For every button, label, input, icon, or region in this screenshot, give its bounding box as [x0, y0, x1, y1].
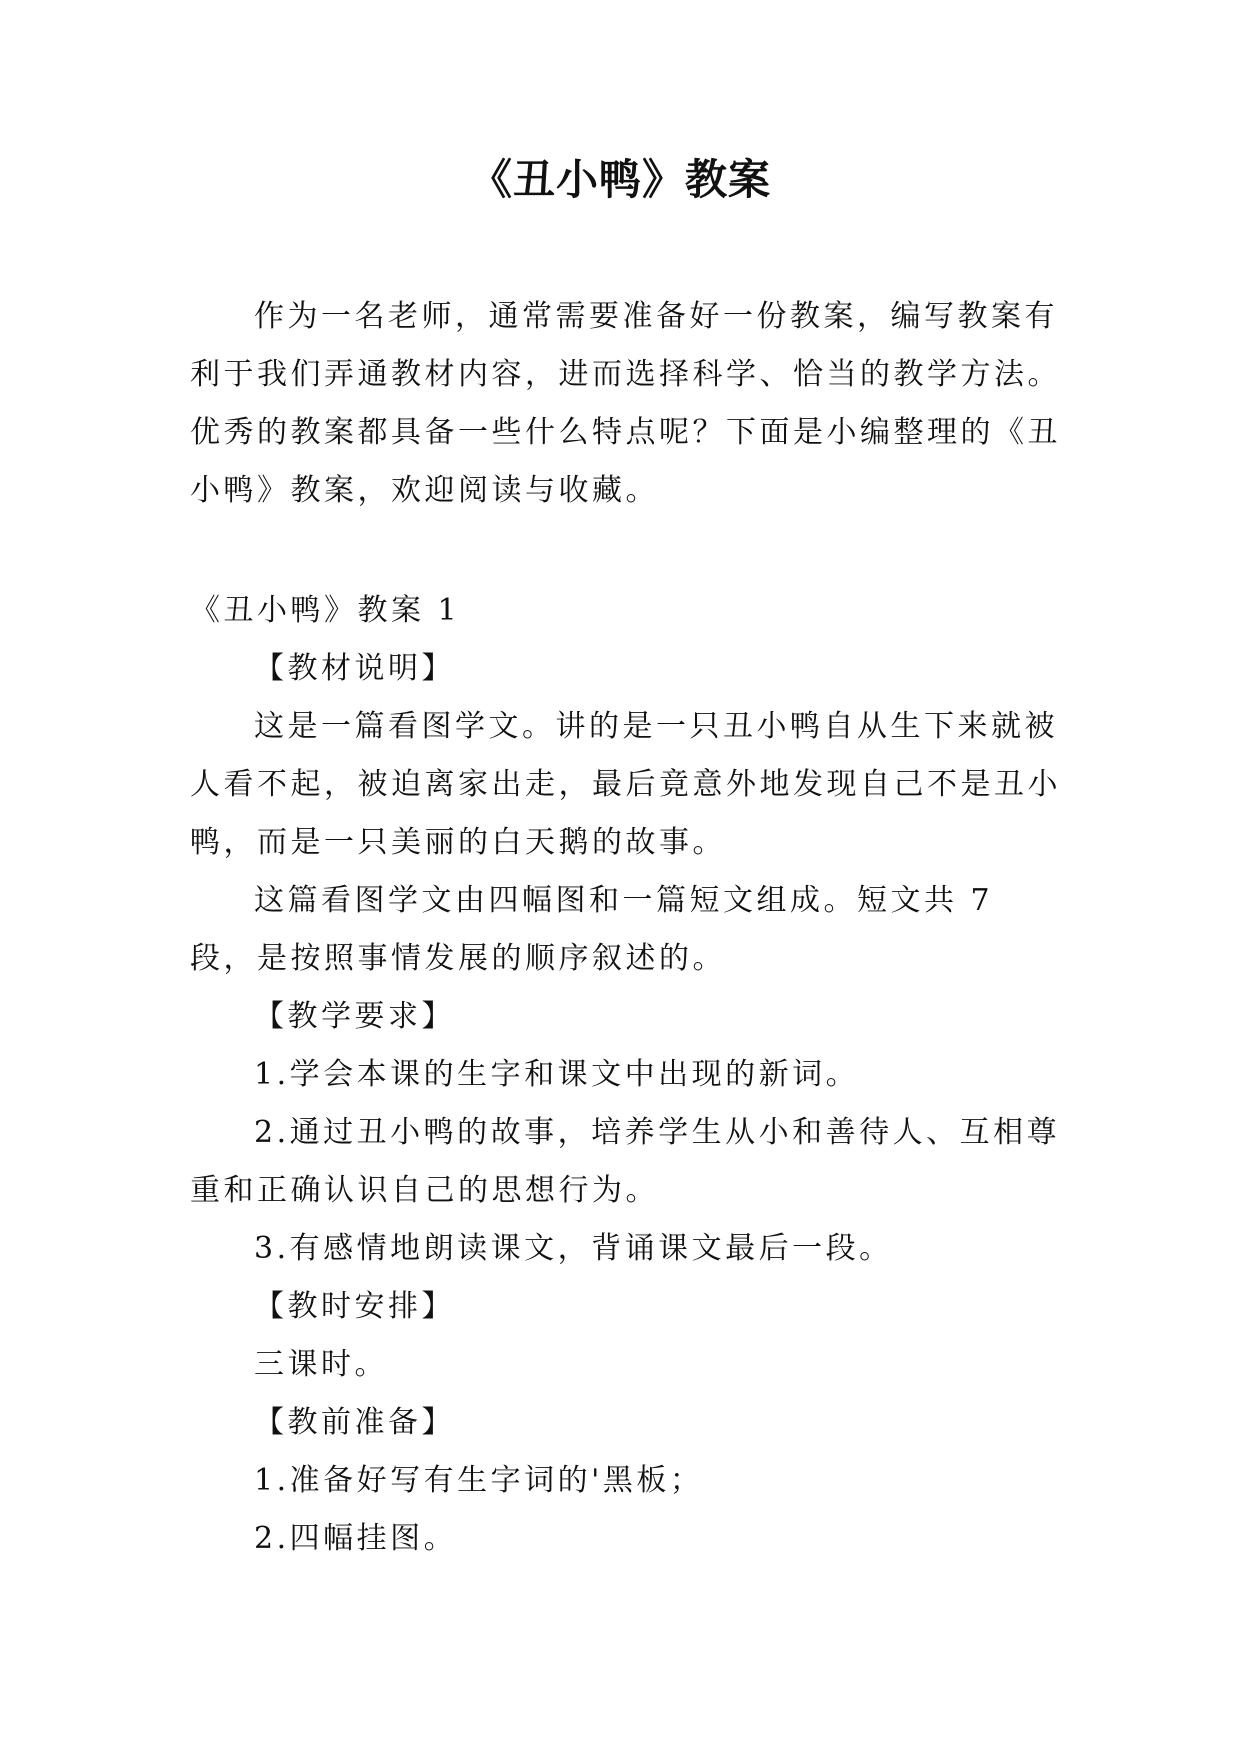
requirement-item-2: 2.通过丑小鸭的故事，培养学生从小和善待人、互相尊重和正确认识自己的思想行为。: [190, 1115, 1061, 1208]
requirements-heading: 【教学要求】: [254, 999, 455, 1034]
section-spacer: [190, 520, 1070, 582]
textbook-paragraph-2: 这篇看图学文由四幅图和一篇短文组成。短文共 7 段，是按照事情发展的顺序叙述的。: [190, 883, 994, 976]
requirement-item-1: 1.学会本课的生字和课文中出现的新词。: [254, 1057, 860, 1092]
preparation-heading: 【教前准备】: [254, 1405, 455, 1440]
document-title: 《丑小鸭》教案: [469, 155, 771, 204]
preparation-item-1: 1.准备好写有生字词的'黑板；: [254, 1463, 704, 1498]
schedule-text: 三课时。: [254, 1347, 388, 1382]
requirement-item-3: 3.有感情地朗读课文，背诵课文最后一段。: [254, 1231, 893, 1266]
textbook-heading: 【教材说明】: [254, 651, 455, 686]
section-heading: 《丑小鸭》教案 1: [190, 593, 461, 628]
intro-paragraph: 作为一名老师，通常需要准备好一份教案，编写教案有利于我们弄通教材内容，进而选择科学、恰当的教学方法。优秀的教案都具备一些什么特点呢？下面是小编整理的《丑小鸭》教案，欢迎阅读与收藏。: [190, 299, 1061, 508]
document-body: [190, 288, 1070, 1568]
preparation-item-2: 2.四幅挂图。: [254, 1521, 458, 1556]
schedule-heading: 【教时安排】: [254, 1289, 455, 1324]
textbook-paragraph-1: 这是一篇看图学文。讲的是一只丑小鸭自从生下来就被人看不起，被迫离家出走，最后竟意外地发现自己不是丑小鸭，而是一只美丽的白天鹅的故事。: [190, 709, 1061, 860]
